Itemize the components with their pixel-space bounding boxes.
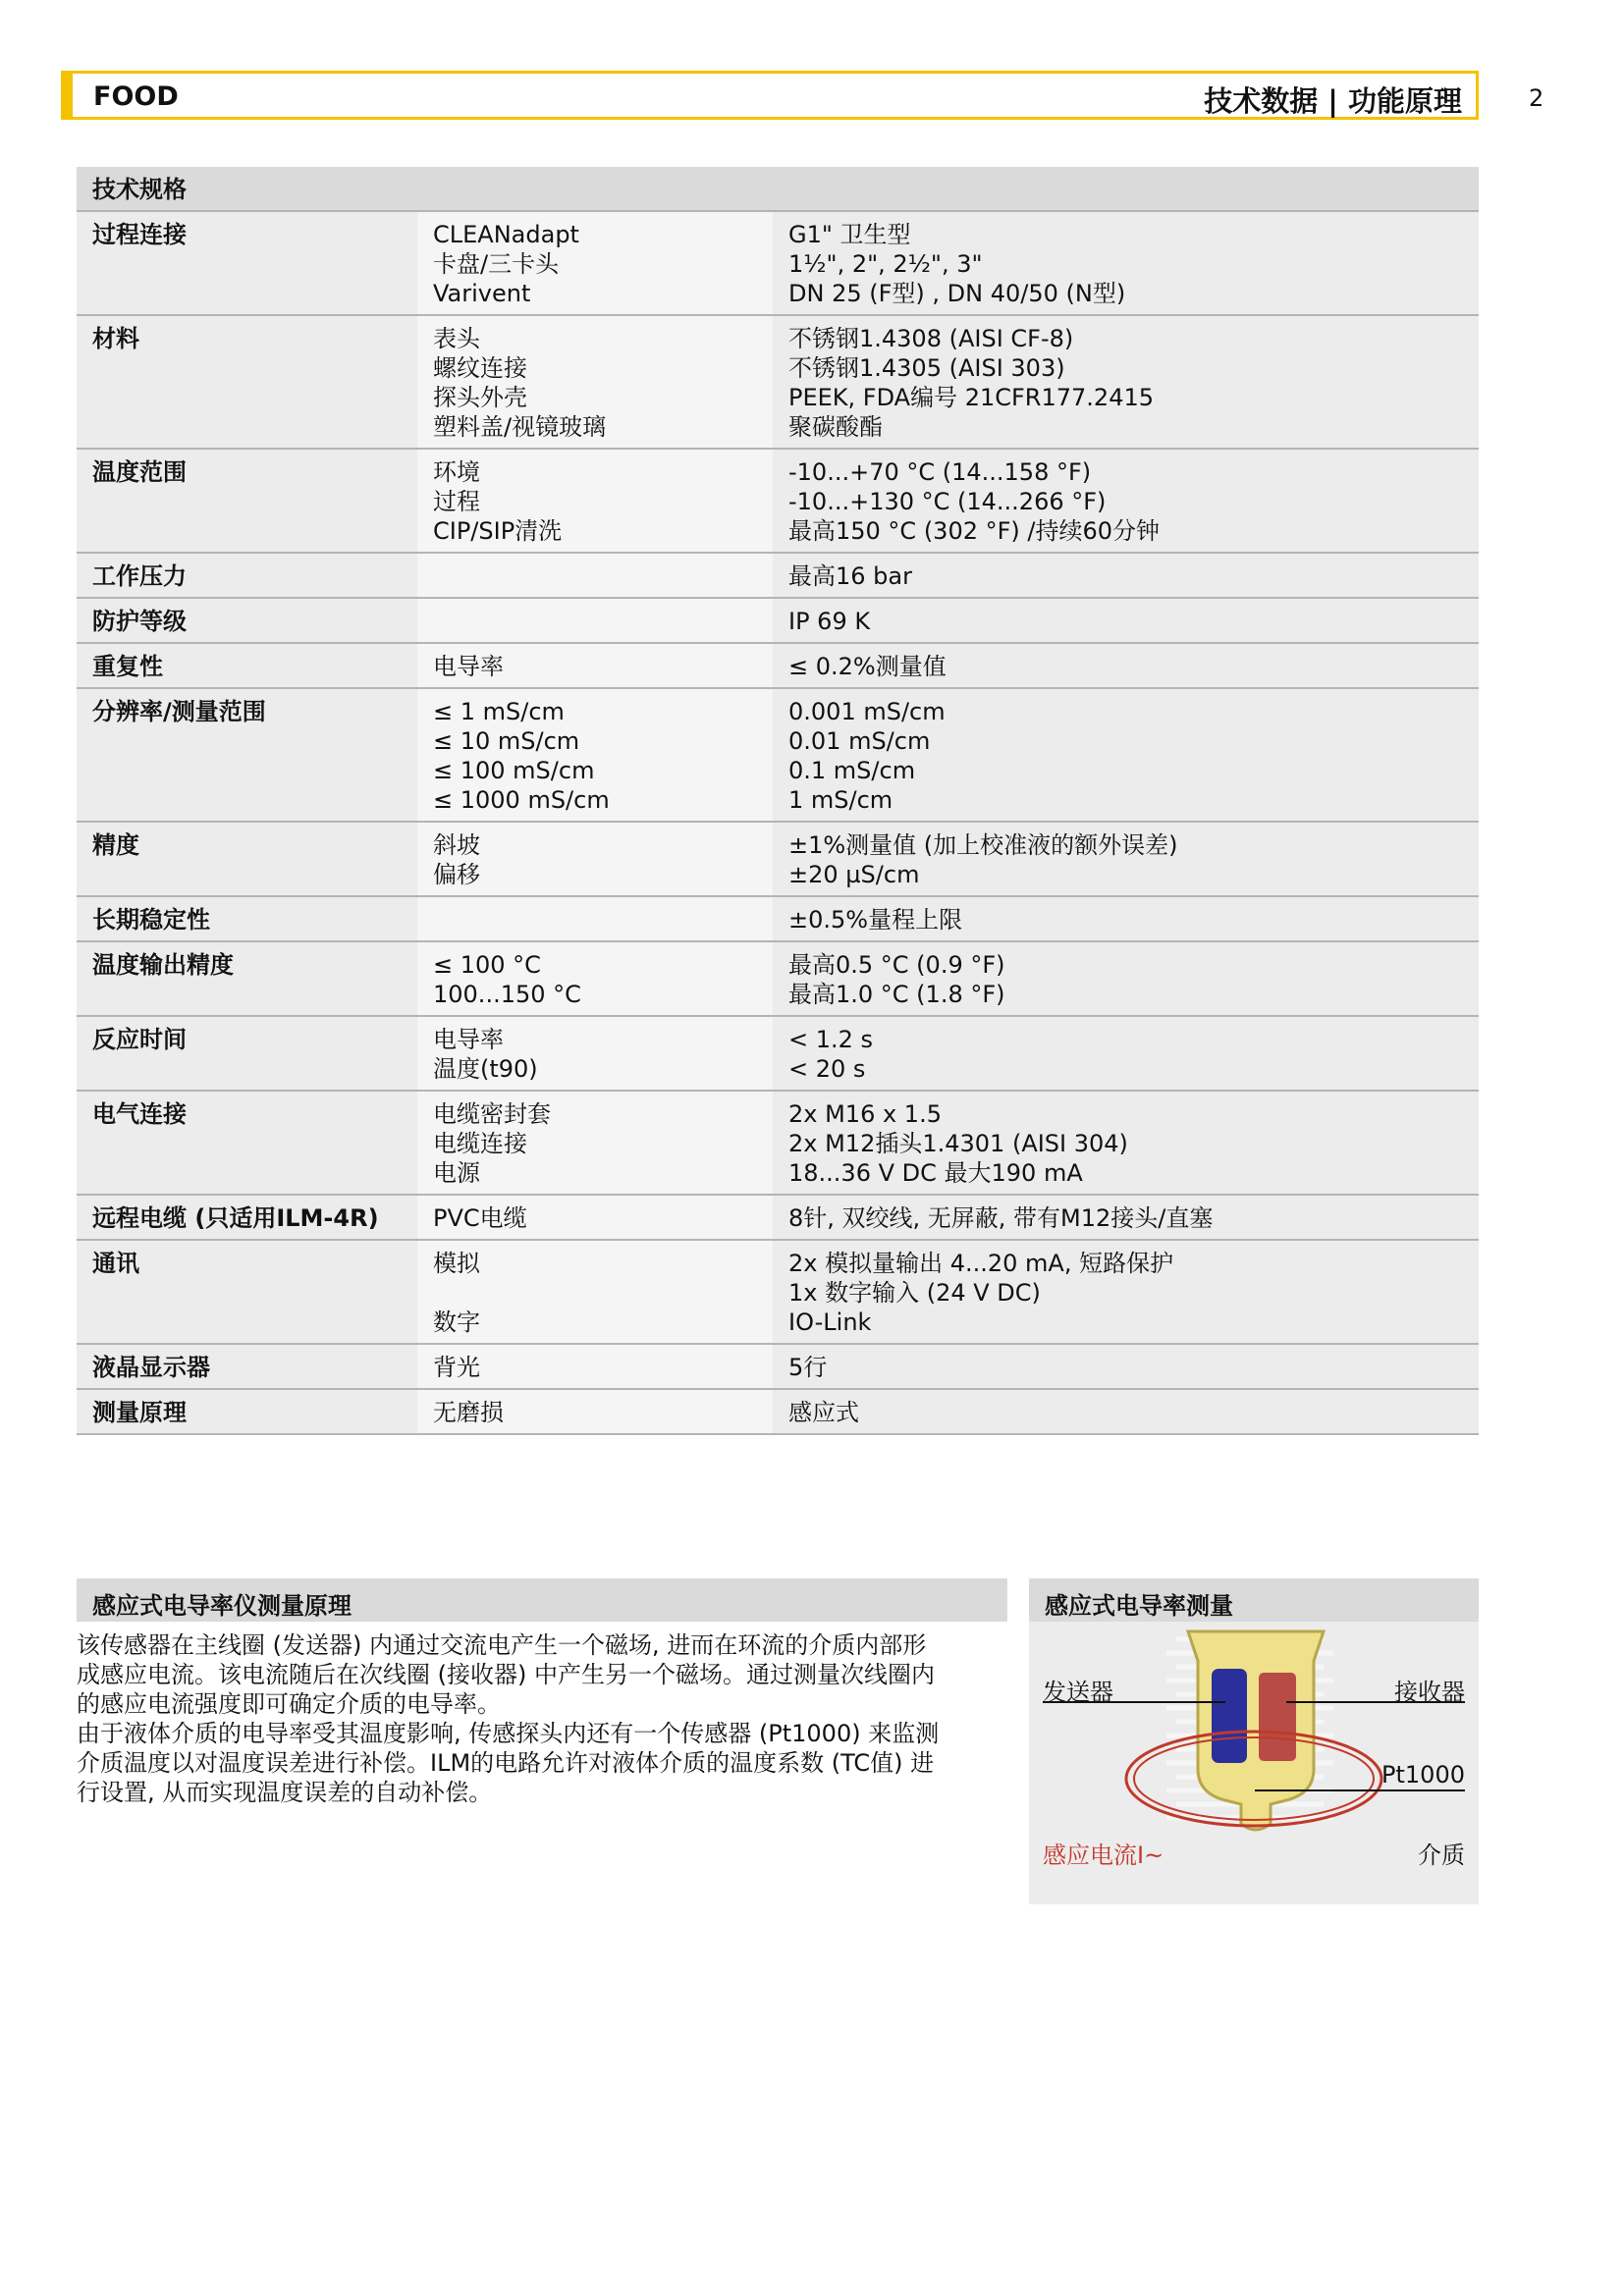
spec-value [773,1091,1479,1195]
spec-label: 重复性 [92,653,163,680]
spec-label: 温度输出精度 [92,951,234,979]
spec-value-line: 最高0.5 °C (0.9 °F) [788,951,1005,979]
spec-value [773,553,1479,598]
spec-row [77,1389,1479,1434]
spec-sub-label-line: 螺纹连接 [433,354,527,382]
brand-label: FOOD [93,81,179,112]
spec-value-line: 0.001 mS/cm [788,698,946,725]
spec-label: 测量原理 [92,1399,187,1426]
spec-sub-label-line: 塑料盖/视镜玻璃 [433,413,607,441]
transmitter-coil-icon [1212,1669,1247,1763]
principle-line: 介质温度以对温度误差进行补偿。ILM的电路允许对液体介质的温度系数 (TC值) 进 [77,1749,935,1777]
spec-sub-label-line: 温度(t90) [433,1055,538,1083]
spec-label: 工作压力 [92,562,187,590]
spec-value-line: 0.01 mS/cm [788,727,931,755]
spec-value [773,1240,1479,1344]
spec-value-line: ±1%测量值 (加上校准液的额外误差) [788,831,1178,859]
spec-value [773,1389,1479,1434]
spec-sub-label [417,598,773,643]
spec-sub-label-line: 电导率 [433,653,504,680]
pt1000-label: Pt1000 [1381,1761,1465,1789]
spec-value-line: IP 69 K [788,608,871,635]
transmitter-label: 发送器 [1043,1679,1113,1706]
principle-line: 由于液体介质的电导率受其温度影响, 传感探头内还有一个传感器 (Pt1000) 来监测 [77,1720,940,1747]
spec-sub-label-line: ≤ 10 mS/cm [433,727,580,755]
spec-label: 分辨率/测量范围 [92,698,266,725]
spec-label: 过程连接 [92,221,187,248]
spec-value-line: ±20 µS/cm [788,861,920,888]
spec-value-line: 最高16 bar [788,562,912,590]
spec-sub-label [417,315,773,449]
receiver-coil-icon [1259,1673,1296,1761]
spec-sub-label [417,1016,773,1091]
principle-text [77,1630,1019,1807]
spec-value-line: 不锈钢1.4305 (AISI 303) [788,354,1065,382]
spec-sub-label [417,688,773,822]
spec-row [77,1016,1479,1091]
spec-row [77,643,1479,688]
spec-sub-label [417,822,773,896]
spec-sub-label-line: 电导率 [433,1026,504,1053]
spec-sub-label-line: 卡盘/三卡头 [433,250,560,278]
spec-label: 温度范围 [92,458,187,486]
spec-value [773,822,1479,896]
spec-sub-label [417,1344,773,1389]
spec-label: 材料 [92,325,139,352]
spec-row [77,896,1479,941]
spec-sub-label-line: 电缆密封套 [433,1100,551,1128]
spec-label: 防护等级 [92,608,187,635]
spec-value-line: DN 25 (F型) , DN 40/50 (N型) [788,280,1126,307]
spec-value-line: 2x M16 x 1.5 [788,1100,942,1128]
spec-value-line: ±0.5%量程上限 [788,906,963,934]
principle-title: 感应式电导率仪测量原理 [77,1578,1007,1622]
spec-value [773,449,1479,553]
spec-value-line: 1 mS/cm [788,786,893,814]
spec-row [77,941,1479,1016]
spec-value-line: 8针, 双绞线, 无屏蔽, 带有M12接头/直塞 [788,1204,1214,1232]
spec-value-line: < 1.2 s [788,1026,874,1053]
spec-value-line: 最高1.0 °C (1.8 °F) [788,981,1005,1008]
spec-value-line: -10...+130 °C (14...266 °F) [788,488,1107,515]
spec-sub-label [417,1240,773,1344]
medium-label: 介质 [1418,1842,1465,1869]
spec-sub-label [417,1389,773,1434]
spec-value [773,211,1479,315]
spec-sub-label [417,643,773,688]
spec-sub-label-line: 无磨损 [433,1399,504,1426]
spec-label: 远程电缆 (只适用ILM-4R) [92,1204,379,1232]
spec-value [773,315,1479,449]
spec-value-line: -10...+70 °C (14...158 °F) [788,458,1092,486]
page-number: 2 [1529,84,1544,112]
spec-row [77,1195,1479,1240]
spec-sub-label-line: 背光 [433,1354,480,1381]
spec-value [773,1344,1479,1389]
spec-sub-label [417,1091,773,1195]
spec-value [773,941,1479,1016]
spec-row [77,553,1479,598]
spec-value [773,896,1479,941]
spec-sub-label-line: Varivent [433,280,531,307]
spec-sub-label-line: 过程 [433,488,480,515]
spec-value-line: 最高150 °C (302 °F) /持续60分钟 [788,517,1161,545]
spec-sub-label-line: PVC电缆 [433,1204,527,1232]
spec-sub-label-line: CLEANadapt [433,221,579,248]
spec-value-line: 18...36 V DC 最大190 mA [788,1159,1083,1187]
spec-sub-label-line [433,1278,757,1308]
spec-value-line: 感应式 [788,1399,859,1426]
principle-line: 行设置, 从而实现温度误差的自动补偿。 [77,1779,493,1806]
spec-value-line: 不锈钢1.4308 (AISI CF-8) [788,325,1074,352]
spec-row [77,1344,1479,1389]
spec-sub-label-line: ≤ 1000 mS/cm [433,786,610,814]
receiver-label: 接收器 [1394,1679,1465,1706]
spec-table [77,167,1479,1435]
principle-line: 成感应电流。该电流随后在次线圈 (接收器) 中产生另一个磁场。通过测量次线圈内 [77,1661,935,1688]
spec-value-line: IO-Link [788,1308,872,1336]
spec-value-line: 2x 模拟量输出 4...20 mA, 短路保护 [788,1250,1174,1277]
spec-row [77,688,1479,822]
spec-sub-label-line: 斜坡 [433,831,480,859]
spec-sub-label-line: ≤ 1 mS/cm [433,698,565,725]
spec-value-line: PEEK, FDA编号 21CFR177.2415 [788,384,1154,411]
spec-sub-label [417,553,773,598]
spec-value [773,1195,1479,1240]
spec-value-line: 聚碳酸酯 [788,413,883,441]
principle-line: 的感应电流强度即可确定介质的电导率。 [77,1690,501,1718]
spec-row [77,449,1479,553]
spec-value [773,1016,1479,1091]
spec-value-line: 2x M12插头1.4301 (AISI 304) [788,1130,1128,1157]
spec-sub-label [417,449,773,553]
conductivity-diagram [1029,1622,1479,1904]
spec-table-header [77,167,1479,211]
spec-value [773,688,1479,822]
spec-sub-label-line: ≤ 100 °C [433,951,541,979]
spec-label: 电气连接 [92,1100,187,1128]
spec-sub-label-line: 环境 [433,458,480,486]
spec-sub-label [417,211,773,315]
spec-label: 液晶显示器 [92,1354,210,1381]
spec-row [77,598,1479,643]
spec-value-line: ≤ 0.2%测量值 [788,653,947,680]
spec-sub-label-line: 数字 [433,1308,480,1336]
spec-value-line: < 20 s [788,1055,866,1083]
spec-value [773,598,1479,643]
spec-sub-label-line: 电源 [433,1159,480,1187]
spec-row [77,1091,1479,1195]
spec-row [77,315,1479,449]
spec-value-line: 1x 数字输入 (24 V DC) [788,1279,1041,1307]
spec-value-line: 0.1 mS/cm [788,757,916,784]
spec-value-line: G1" 卫生型 [788,221,911,248]
spec-label: 反应时间 [92,1026,187,1053]
spec-row [77,211,1479,315]
spec-sub-label-line: CIP/SIP清洗 [433,517,563,545]
spec-label: 长期稳定性 [92,906,210,934]
spec-value-line: 5行 [788,1354,828,1381]
spec-sub-label [417,941,773,1016]
spec-row [77,1240,1479,1344]
spec-sub-label-line: 100...150 °C [433,981,581,1008]
diagram-title: 感应式电导率测量 [1029,1578,1479,1622]
spec-sub-label-line: 偏移 [433,861,480,888]
spec-label: 精度 [92,831,139,859]
spec-table-title: 技术规格 [92,176,187,203]
spec-sub-label [417,1195,773,1240]
spec-sub-label [417,896,773,941]
spec-sub-label-line: 探头外壳 [433,384,527,411]
spec-value [773,643,1479,688]
induced-current-label: 感应电流I~ [1043,1842,1164,1869]
spec-sub-label-line: 电缆连接 [433,1130,527,1157]
principle-line: 该传感器在主线圈 (发送器) 内通过交流电产生一个磁场, 进而在环流的介质内部形 [77,1631,927,1659]
spec-sub-label-line: ≤ 100 mS/cm [433,757,595,784]
page-header [61,71,1479,120]
spec-row [77,822,1479,896]
spec-label: 通讯 [92,1250,139,1277]
spec-value-line: 1½", 2", 2½", 3" [788,250,983,278]
spec-sub-label-line: 表头 [433,325,480,352]
spec-sub-label-line: 模拟 [433,1250,480,1277]
header-title: 技术数据 | 功能原理 [1204,84,1462,118]
